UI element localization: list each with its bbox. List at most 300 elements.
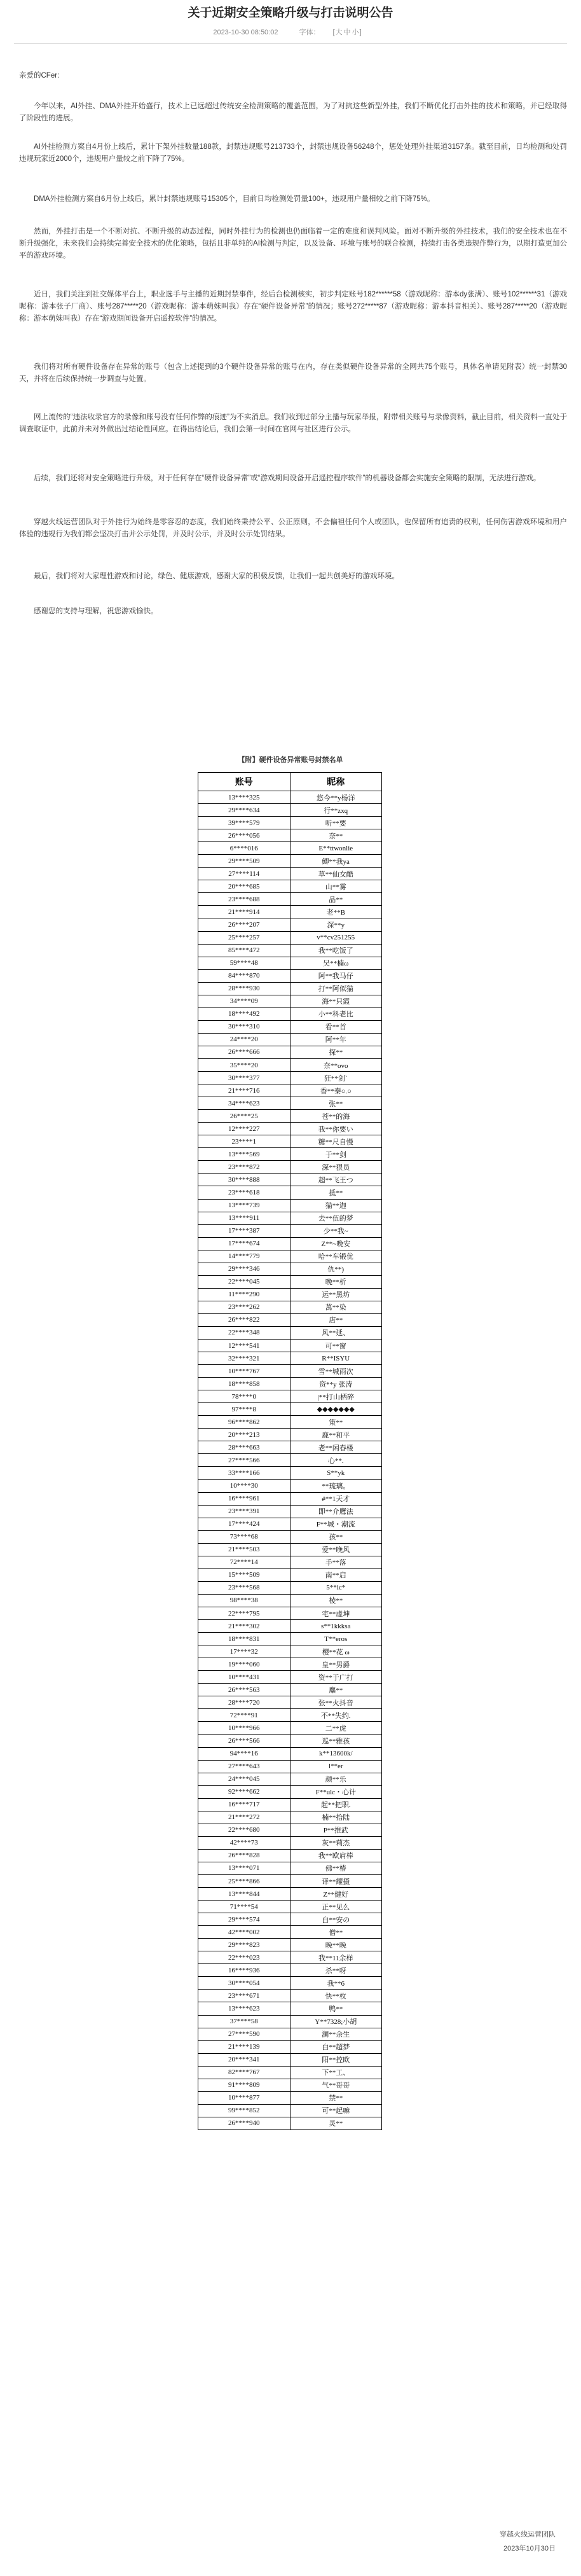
table-row [198,1518,382,1530]
table-row [198,1735,382,1747]
table-row [198,1874,382,1887]
table-row [198,1798,382,1811]
nickname-cell: 起**把职. [290,1798,382,1811]
account-cell: 94****16 [198,1747,290,1760]
account-cell: 72****91 [198,1709,290,1722]
table-row [198,1556,382,1568]
account-cell: 23****688 [198,893,290,906]
table-row [198,1773,382,1785]
table-row [198,2002,382,2015]
nickname-cell: 吴**楠ω [290,957,382,969]
account-cell: 10****767 [198,1365,290,1378]
nickname-cell: 小**科老比 [290,1008,382,1020]
table-row [198,1836,382,1849]
table-row [198,1288,382,1301]
table-row [198,1008,382,1020]
paragraph: 我们将对所有硬件设备存在异常的账号（包含上述提到的3个硬件设备异常的账号在内，存在类似硬件设备异常的全网共75个账号，具体名单请见附表）统一封禁30天，并将在后续保持统一步调查与处置。 [19,363,567,383]
table-row [198,1581,382,1594]
nickname-cell: 阳**控欧 [290,2053,382,2066]
table-row [198,1275,382,1288]
account-cell: 28****930 [198,982,290,995]
nickname-cell: 5**ic* [290,1581,382,1594]
account-cell: 22****045 [198,1275,290,1288]
table-row [198,1263,382,1275]
table-row [198,1199,382,1212]
table-row [198,1939,382,1951]
account-cell: 23****618 [198,1186,290,1199]
table-row [198,906,382,918]
paragraph: DMA外挂检测方案自6月份上线后，累计封禁违规账号15305个，目前日均检测处罚量100+，违规用户量相较之前下降75%。 [34,195,435,203]
nickname-cell: 深**y [290,918,382,931]
nickname-cell: 可**窗 [290,1340,382,1352]
nickname-cell: 猫**迦 [290,1199,382,1212]
table-row [198,1403,382,1416]
nickname-cell: 我**欧肩棒 [290,1849,382,1862]
account-cell: 22****795 [198,1607,290,1620]
table-header-row [198,773,382,791]
nickname-cell: S**yk [290,1467,382,1479]
nickname-cell: 澜**余生 [290,2028,382,2040]
table-row [198,2066,382,2079]
table-row [198,1186,382,1199]
table-row [198,1849,382,1862]
table-row [198,1135,382,1148]
table-row [198,868,382,880]
nickname-cell: 悠今**y杨洋 [290,791,382,804]
table-row [198,1964,382,1977]
nickname-cell: 麋** [290,1684,382,1696]
account-cell: 26****207 [198,918,290,931]
account-cell: 26****822 [198,1313,290,1326]
table-body [198,791,382,2130]
account-cell: 26****828 [198,1849,290,1862]
account-cell: 12****227 [198,1123,290,1135]
paragraph: 最后，我们将对大家理性游戏和讨论，绿色、健康游戏，感谢大家的积极反馈，让我们一起共创美好的游戏环境。 [34,572,399,580]
table-row [198,2104,382,2117]
nickname-cell: 巡**雅孩 [290,1735,382,1747]
table-row [198,1378,382,1390]
table-row [198,1250,382,1263]
account-cell: 29****574 [198,1913,290,1926]
account-cell: 30****888 [198,1174,290,1186]
account-cell: 21****914 [198,906,290,918]
nickname-cell: 阿**年 [290,1033,382,1046]
account-cell: 91****809 [198,2079,290,2091]
table-row [198,1058,382,1071]
account-cell: 23****391 [198,1505,290,1518]
account-cell: 78****0 [198,1390,290,1403]
nickname-cell: 心**. [290,1454,382,1467]
account-cell: 85****472 [198,944,290,957]
nickname-cell: 灰**莉杰 [290,1836,382,1849]
account-cell: 11****290 [198,1288,290,1301]
nickname-cell: 抵** [290,1186,382,1199]
account-cell: 13****739 [198,1199,290,1212]
table-row [198,2079,382,2091]
table-row [198,982,382,995]
nickname-cell: s**1kkksa [290,1620,382,1633]
paragraph: AI外挂检测方案自4月份上线后，累计下架外挂数量188款，封禁违规账号213733个，封禁违规设备56248个，惩处处理外挂渠道3157条。截至目前，日均检测和处罚违规玩家近2000个，违规用户量较之前下降了75%。 [19,143,567,163]
account-cell: 27****590 [198,2028,290,2040]
nickname-cell: **琉璃。 [290,1479,382,1492]
account-cell: 29****346 [198,1263,290,1275]
account-cell: 30****310 [198,1020,290,1033]
table-row [198,918,382,931]
nickname-cell: 二**虎 [290,1722,382,1735]
account-cell: 26****666 [198,1046,290,1058]
account-cell: 26****940 [198,2117,290,2129]
account-cell: 10****30 [198,1479,290,1492]
table-row [198,1365,382,1378]
account-cell: 28****663 [198,1441,290,1454]
table-row [198,1671,382,1684]
nickname-cell: 山**雾 [290,880,382,893]
nickname-cell: 爱**晚风 [290,1543,382,1556]
account-cell: 14****779 [198,1250,290,1263]
table-row [198,2040,382,2053]
table-row [198,1607,382,1620]
table-row [198,1913,382,1926]
table-title: 【附】硬件设备异常账号封禁名单 [238,756,343,764]
font-size-control: 字体： [大 中 小] [299,29,362,36]
table-row [198,1594,382,1607]
nickname-cell: 策** [290,1416,382,1429]
account-cell: 16****717 [198,1798,290,1811]
nickname-cell: 楠**拾陆 [290,1811,382,1824]
table-row [198,855,382,868]
nickname-cell: 萬**染 [290,1301,382,1313]
account-cell: 24****045 [198,1773,290,1785]
nickname-cell: 打**阿似猫 [290,982,382,995]
account-cell: 26****566 [198,1735,290,1747]
account-cell: 23****872 [198,1161,290,1174]
account-cell: 92****662 [198,1785,290,1798]
account-cell: 23****671 [198,1990,290,2002]
nickname-cell: F**ulc・心计 [290,1785,382,1798]
table-row [198,995,382,1008]
nickname-cell: 可**起嘛 [290,2104,382,2117]
account-cell: 10****431 [198,1671,290,1684]
nickname-cell: 哈**车锻优 [290,1250,382,1263]
account-cell: 16****961 [198,1492,290,1505]
table-row [198,1110,382,1123]
nickname-cell: 品** [290,893,382,906]
nickname-cell: |**打山栖碎 [290,1390,382,1403]
table-row [198,1888,382,1901]
table-row [198,1990,382,2002]
table-row [198,1785,382,1798]
account-cell: 59****48 [198,957,290,969]
nickname-cell: 草**仙女酷 [290,868,382,880]
nickname-cell: 我**你要い [290,1123,382,1135]
nickname-cell: l**er [290,1760,382,1773]
account-cell: 13****911 [198,1212,290,1224]
table-row [198,1760,382,1773]
column-header-nickname: 昵称 [290,773,382,791]
nickname-cell: 我**6 [290,1977,382,1990]
nickname-cell: 狂**剑` [290,1072,382,1084]
table-row [198,1020,382,1033]
account-cell: 84****870 [198,969,290,982]
table-row [198,1543,382,1556]
table-row [198,1340,382,1352]
account-cell: 42****73 [198,1836,290,1849]
account-cell: 13****325 [198,791,290,804]
nickname-cell: #**1天才 [290,1492,382,1505]
account-cell: 21****503 [198,1543,290,1556]
table-row [198,1224,382,1237]
account-cell: 32****321 [198,1352,290,1365]
account-cell: 27****566 [198,1454,290,1467]
account-cell: 98****38 [198,1594,290,1607]
nickname-cell: R**ISYU [290,1352,382,1365]
table-row [198,1926,382,1939]
nickname-cell: E**ttwonlie [290,842,382,855]
table-row [198,1097,382,1110]
nickname-cell: ◆◆◆◆◆◆◆ [290,1403,382,1416]
table-row [198,1441,382,1454]
table-row [198,2028,382,2040]
account-cell: 39****579 [198,817,290,829]
account-cell: 27****114 [198,868,290,880]
nickname-cell: 晚**析 [290,1275,382,1288]
account-cell: 37****58 [198,2015,290,2028]
table-row [198,1505,382,1518]
greeting: 亲爱的CFer: [19,72,60,80]
table-row [198,1479,382,1492]
nickname-cell: 快**枚 [290,1990,382,2002]
account-cell: 20****685 [198,880,290,893]
table-row [198,1951,382,1964]
paragraph: 感谢您的支持与理解，祝您游戏愉快。 [34,607,158,615]
table-row [198,1658,382,1671]
account-cell: 21****139 [198,2040,290,2053]
paragraph: 穿越火线运营团队对于外挂行为始终是零容忍的态度，我们始终秉持公平、公正原则，不会偏袒任何个人或团队，也保留所有追责的权利，任何伤害游戏环境和用户体验的违规行为我们都会坚决打击并公示处罚，并及时公示，并及时公示处罚结果。 [19,518,567,538]
table-row [198,1722,382,1735]
account-cell: 16****936 [198,1964,290,1977]
account-cell: 97****8 [198,1403,290,1416]
signature-date: 2023年10月30日 [503,2545,556,2552]
banned-accounts-table [198,772,382,2130]
nickname-cell: 皇**男爵 [290,1658,382,1671]
account-cell: 23****568 [198,1581,290,1594]
table-row [198,1454,382,1467]
account-cell: 13****569 [198,1148,290,1161]
nickname-cell: 看**首 [290,1020,382,1033]
nickname-cell: 奈** [290,829,382,842]
account-cell: 21****272 [198,1811,290,1824]
account-cell: 10****966 [198,1722,290,1735]
nickname-cell: 老**闲春楼 [290,1441,382,1454]
nickname-cell: 听**要 [290,817,382,829]
table-row [198,1416,382,1429]
table-row [198,931,382,944]
nickname-cell: 张** [290,1097,382,1110]
nickname-cell: 僧** [290,1926,382,1939]
account-cell: 22****023 [198,1951,290,1964]
table-row [198,804,382,817]
paragraph: 然而，外挂打击是一个不断对抗、不断升级的动态过程，同时外挂行为的检测也仍面临着一定的难度和误判风险。面对不断升级的外挂技术，我们的安全技术也在不断升级强化，未来我们会持续完善安全技术的优化策略，包括且非单纯的AI检测与判定，以及设备、环境与账号的联合检测，持续打击各类违规作弊行为，以期打造更加公平的游戏环境。 [19,228,567,260]
nickname-cell: 鸭** [290,2002,382,2015]
nickname-cell: P**推武 [290,1824,382,1836]
account-cell: 73****68 [198,1530,290,1543]
nickname-cell: 鹿**和平 [290,1429,382,1441]
account-cell: 15****509 [198,1568,290,1581]
table-row [198,1326,382,1339]
account-cell: 30****377 [198,1072,290,1084]
table-row [198,1568,382,1581]
account-cell: 22****348 [198,1326,290,1339]
account-cell: 96****862 [198,1416,290,1429]
account-cell: 26****563 [198,1684,290,1696]
table-row [198,1148,382,1161]
account-cell: 13****844 [198,1888,290,1901]
table-row [198,957,382,969]
table-row [198,1492,382,1505]
table-row [198,1212,382,1224]
account-cell: 6****016 [198,842,290,855]
table-row [198,2117,382,2129]
nickname-cell: 少**我~ [290,1224,382,1237]
account-cell: 99****852 [198,2104,290,2117]
page-title: 关于近期安全策略升级与打击说明公告 [188,6,393,20]
nickname-cell: 译**耀摄 [290,1874,382,1887]
nickname-cell: F**城・潮流 [290,1518,382,1530]
nickname-cell: 气**哥哥 [290,2079,382,2091]
font-size-small[interactable]: 小 [352,29,359,36]
nickname-cell: 佛**椿 [290,1862,382,1874]
account-cell: 26****056 [198,829,290,842]
table-row [198,1429,382,1441]
nickname-cell: 不**失约. [290,1709,382,1722]
table-row [198,2091,382,2104]
account-cell: 23****262 [198,1301,290,1313]
table-row [198,842,382,855]
account-cell: 20****341 [198,2053,290,2066]
nickname-cell: 白**安の [290,1913,382,1926]
account-cell: 22****680 [198,1824,290,1836]
account-cell: 21****716 [198,1084,290,1097]
account-cell: 29****509 [198,855,290,868]
nickname-cell: Z**健好 [290,1888,382,1901]
nickname-cell: 手**落 [290,1556,382,1568]
account-cell: 34****623 [198,1097,290,1110]
nickname-cell: 奈**ovo [290,1058,382,1071]
account-cell: 12****541 [198,1340,290,1352]
nickname-cell: Z**~晚安 [290,1237,382,1250]
paragraph: 后续，我们还将对安全策略进行升级，对于任何存在“硬件设备异常”或“游戏期间设备开启遥控程序软件”的机器设备都会实施安全策略的限制，无法进行游戏。 [34,474,541,482]
font-size-medium[interactable]: 中 [343,29,351,36]
table-row [198,2053,382,2066]
table-row [198,1811,382,1824]
account-cell: 26****25 [198,1110,290,1123]
nickname-cell: 白**超梦 [290,2040,382,2053]
nickname-cell: v**cv251255 [290,931,382,944]
nickname-cell: 行**zxq [290,804,382,817]
table-row [198,1301,382,1313]
nickname-cell: 糖**尺自慢 [290,1135,382,1148]
table-row [198,969,382,982]
nickname-cell: 禁** [290,2091,382,2104]
nickname-cell: 仇**) [290,1263,382,1275]
signature-team: 穿越火线运营团队 [500,2531,556,2538]
table-row [198,1530,382,1543]
article-meta [0,27,581,37]
nickname-cell: 探** [290,1046,382,1058]
publish-datetime: 2023-10-30 08:50:02 [213,29,278,36]
account-cell: 18****831 [198,1633,290,1645]
font-size-large[interactable]: 大 [335,29,343,36]
paragraph: 网上流传的“违法收录官方的录像和账号没有任何作弊的痕迹”为不实消息。我们收到过部分主播与玩家举报，附带相关账号与录像资料，截止目前，相关资料一直处于调查取证中，此前并未对外做出过结论性回应。在得出结论后，我们会第一时间在官网与社区进行公示。 [19,413,567,433]
account-cell: 10****877 [198,2091,290,2104]
table-row [198,1072,382,1084]
nickname-cell: 孩** [290,1530,382,1543]
table-row [198,1862,382,1874]
account-cell: 30****054 [198,1977,290,1990]
account-cell: 35****20 [198,1058,290,1071]
nickname-cell: 我**吃饭了 [290,944,382,957]
table-row [198,1709,382,1722]
account-cell: 33****166 [198,1467,290,1479]
table-row [198,893,382,906]
table-row [198,1033,382,1046]
table-row [198,1824,382,1836]
nickname-cell: 张**火抖音 [290,1696,382,1709]
nickname-cell: 海**只霞 [290,995,382,1008]
table-row [198,1313,382,1326]
account-cell: 29****823 [198,1939,290,1951]
account-cell: 25****866 [198,1874,290,1887]
account-cell: 17****387 [198,1224,290,1237]
nickname-cell: k**13600k/ [290,1747,382,1760]
account-cell: 28****720 [198,1696,290,1709]
account-cell: 34****09 [198,995,290,1008]
table-row [198,1633,382,1645]
table-row [198,1174,382,1186]
account-cell: 19****060 [198,1658,290,1671]
table-row [198,1645,382,1658]
table-row [198,791,382,804]
table-row [198,1084,382,1097]
table-row [198,944,382,957]
nickname-cell: 晚**晚 [290,1939,382,1951]
account-cell: 71****54 [198,1901,290,1913]
nickname-cell: 老**B [290,906,382,918]
nickname-cell: 鲫**我ya [290,855,382,868]
account-cell: 17****32 [198,1645,290,1658]
table-row [198,1161,382,1174]
table-row [198,2015,382,2028]
paragraph: 今年以来，AI外挂、DMA外挂开始盛行，技术上已远超过传统安全检测策略的覆盖范围，为了对抗这些新型外挂，我们不断优化打击外挂的技术和策略，并已经取得了阶段性的进展。 [19,102,567,122]
column-header-account: 账号 [198,773,290,791]
nickname-cell: 即**介鹰法 [290,1505,382,1518]
account-cell: 42****002 [198,1926,290,1939]
nickname-cell: 宅**虚坤 [290,1607,382,1620]
table-row [198,1696,382,1709]
nickname-cell: 南**启 [290,1568,382,1581]
table-row [198,1901,382,1913]
table-row [198,1390,382,1403]
nickname-cell: 资**y 张涛 [290,1378,382,1390]
table-row [198,1123,382,1135]
nickname-cell: 去**伍的梦 [290,1212,382,1224]
account-cell: 20****213 [198,1429,290,1441]
nickname-cell: Y**7328;小胡 [290,2015,382,2028]
nickname-cell: 正**见么 [290,1901,382,1913]
account-cell: 23****1 [198,1135,290,1148]
nickname-cell: 超**飞王つ [290,1174,382,1186]
table-row [198,817,382,829]
